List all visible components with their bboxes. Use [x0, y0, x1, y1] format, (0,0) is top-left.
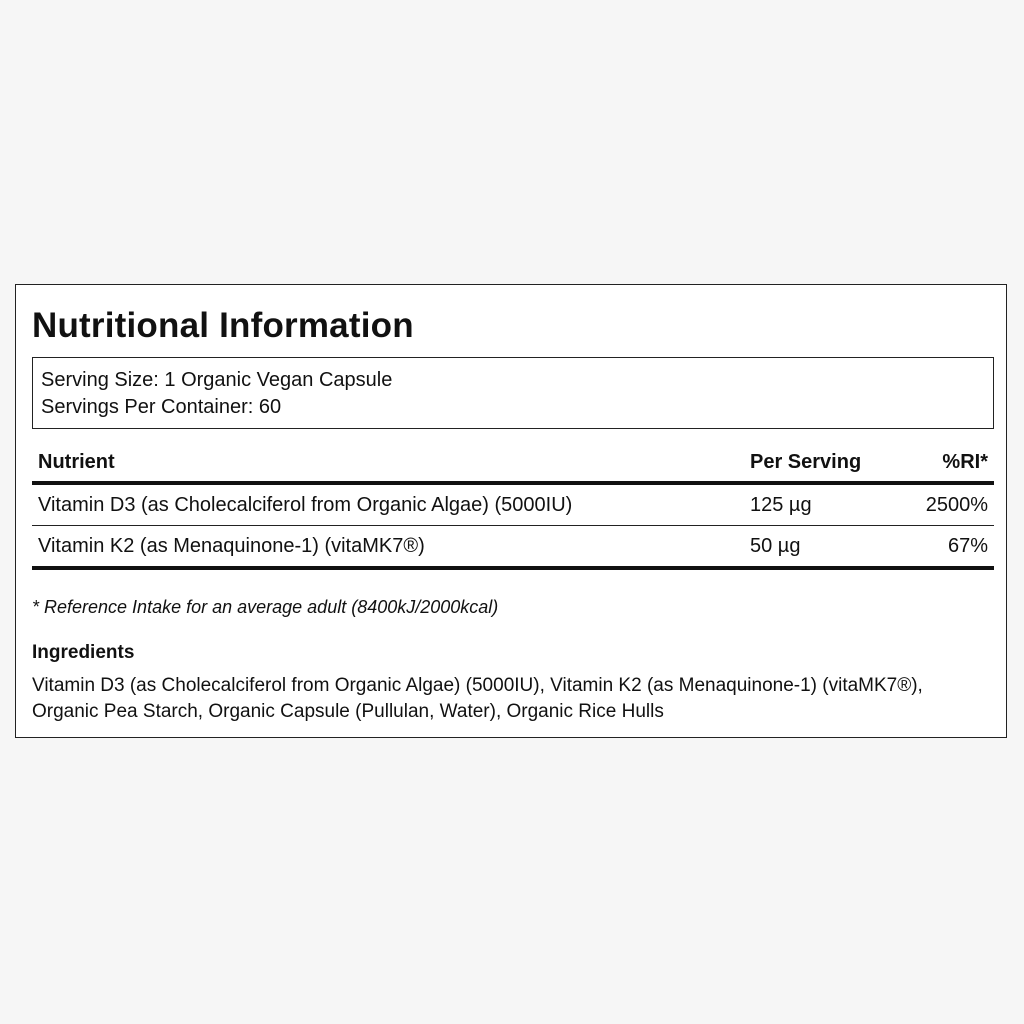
servings-per-container: Servings Per Container: 60: [41, 396, 282, 418]
table-header-row: [32, 443, 994, 483]
ri-value: 2500%: [906, 483, 994, 526]
panel-title: Nutritional Information: [32, 306, 414, 345]
ingredients-heading: Ingredients: [32, 642, 135, 663]
table-row: [32, 483, 994, 526]
ri-footnote: * Reference Intake for an average adult (8400kJ/2000kcal): [32, 597, 499, 617]
per-serving-value: 50 µg: [744, 526, 906, 569]
nutrition-panel: [15, 284, 1007, 738]
nutrient-table: [32, 443, 994, 570]
per-serving-value: 125 µg: [744, 483, 906, 526]
header-per-serving: Per Serving: [744, 443, 906, 483]
ingredients-text: Vitamin D3 (as Cholecalciferol from Organic Algae) (5000IU), Vitamin K2 (as Menaquinone-1) (vitaMK7®), Organic Pea Starch, Organic Capsule (Pullulan, Water), Organic Rice Hulls: [32, 675, 923, 722]
serving-size: Serving Size: 1 Organic Vegan Capsule: [41, 369, 393, 391]
serving-info-box: [32, 357, 994, 429]
ri-value: 67%: [906, 526, 994, 569]
nutrient-name: Vitamin K2 (as Menaquinone-1) (vitaMK7®): [32, 526, 744, 569]
nutrient-name: Vitamin D3 (as Cholecalciferol from Organic Algae) (5000IU): [32, 483, 744, 526]
header-nutrient: Nutrient: [32, 443, 744, 483]
header-ri: %RI*: [906, 443, 994, 483]
table-row: [32, 526, 994, 569]
